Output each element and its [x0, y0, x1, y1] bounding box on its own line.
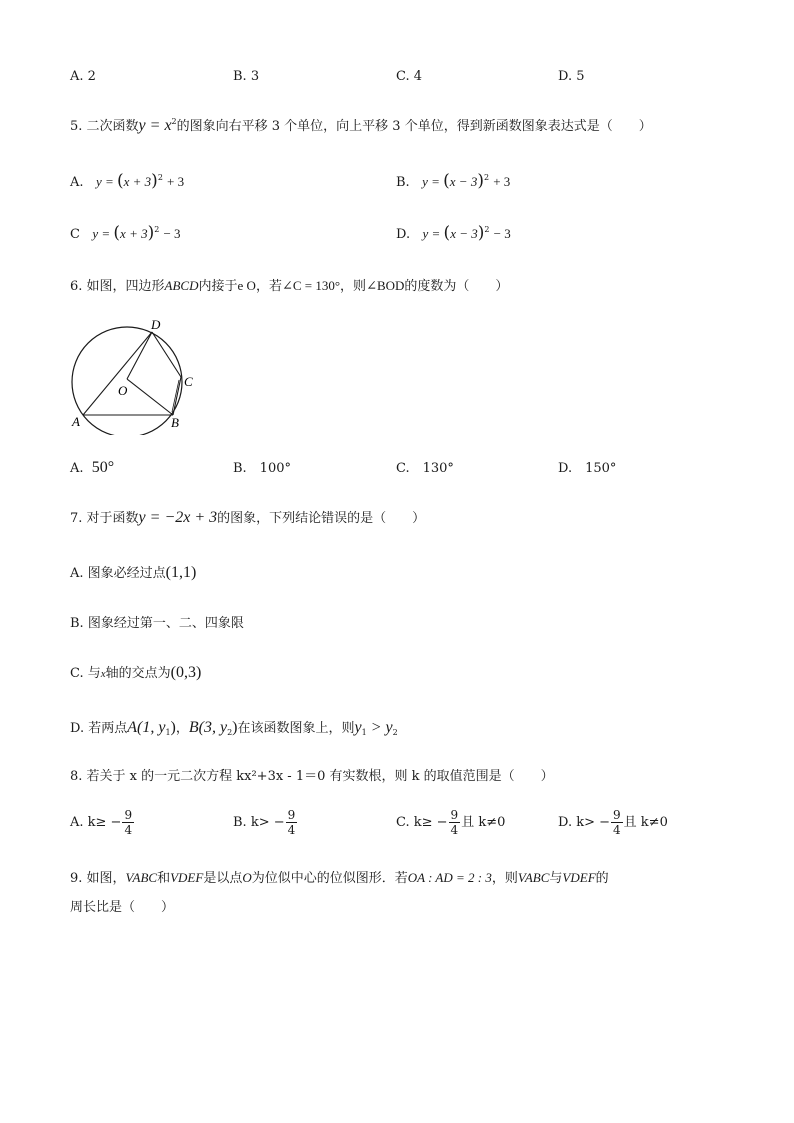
q9-stem-line2: 周长比是（ ） [70, 900, 175, 915]
segment-dc [152, 332, 181, 377]
q6-option-b: B. 100° [233, 461, 291, 476]
label-c: C [184, 374, 193, 389]
q4-option-d: D. 5 [558, 69, 585, 84]
q7-option-b: B. 图象经过第一、二、四象限 [70, 616, 244, 631]
q8-option-c: C. k≥ − $\frac{9}{4}$ 且 k≠0 [396, 808, 506, 837]
q6-option-a: A. 50° [70, 459, 115, 476]
label-a: A [72, 414, 80, 429]
label-b: B [171, 415, 179, 430]
q6-figure [60, 310, 210, 435]
label-d: D [151, 317, 161, 332]
q4-option-a: A. 2 [70, 69, 96, 84]
segment-ad [83, 332, 152, 415]
q8-option-b: B. k> − $\frac{9}{4}$ [233, 808, 296, 837]
label-o: O [118, 383, 128, 398]
q5-stem: 5. 二次函数$y = x^2$的图象向右平移 3 个单位，向上平移 3 个单位，得到新函数图象表达式是（ ） [70, 117, 652, 134]
q6-option-d: D. 150° [558, 461, 617, 476]
q5-option-b: B. $y = (x - 3)^2 + 3$ [396, 171, 511, 191]
q8-option-a: A. k≥ − $\frac{9}{4}$ [70, 808, 133, 837]
q7-option-c: C. 与x轴的交点为(0,3) [70, 664, 202, 681]
q7-option-a: A. 图象必经过点(1,1) [70, 564, 197, 581]
q5-option-d: D. $y = (x - 3)^2 - 3$ [396, 223, 511, 243]
segment-od [127, 332, 152, 379]
q7-option-d: D. 若两点A(1, $y_1$)，B(3, $y_2$)在该函数图象上，则$y_1 > y_2$ [70, 719, 398, 737]
q9-stem-line1: 9. 如图，VABC和VDEF是以点O为位似中心的位似图形．若OA : AD = 2 : 3，则VABC与VDEF的 [70, 870, 609, 886]
q7-stem: 7. 对于函数y = −2x + 3的图象，下列结论错误的是（ ） [70, 509, 426, 526]
q8-stem: 8. 若关于 x 的一元二次方程 kx²+3x - 1＝0 有实数根，则 k 的取值范围是（ ） [70, 769, 554, 784]
q5-option-a: A. $y = (x + 3)^2 + 3$ [70, 171, 185, 191]
q4-option-c: C. 4 [396, 69, 423, 84]
q6-option-c: C. 130° [396, 461, 454, 476]
q5-option-c: C $y = (x + 3)^2 - 3$ [70, 223, 181, 243]
q8-option-d: D. k> − $\frac{9}{4}$ 且 k≠0 [558, 808, 668, 837]
segment-ob [127, 379, 173, 415]
q6-stem: 6. 如图，四边形ABCD内接于e O，若∠C = 130°，则∠BOD的度数为（ ） [70, 278, 509, 294]
q4-option-b: B. 3 [233, 69, 260, 84]
circle-o [72, 327, 182, 435]
